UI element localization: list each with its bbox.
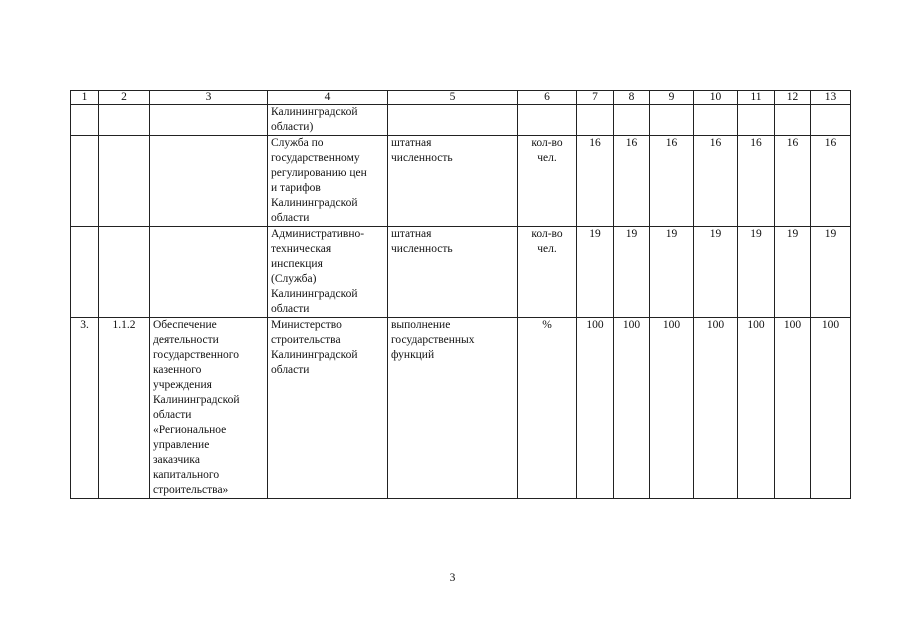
- table-cell-col-1: [71, 136, 99, 227]
- table-cell-col-8: 16: [614, 136, 650, 227]
- data-table: [70, 90, 851, 499]
- table-cell-col-2: [99, 227, 150, 318]
- table-cell-col-4: Калининградской области): [268, 105, 388, 136]
- table-cell-col-11: 16: [738, 136, 775, 227]
- table-cell-col-12: 16: [775, 136, 811, 227]
- table-cell-col-8: 100: [614, 318, 650, 499]
- table-cell-col-5: выполнение государственных функций: [388, 318, 518, 499]
- table-cell-col-2: [99, 136, 150, 227]
- column-header-10: 10: [694, 91, 738, 105]
- table-cell-col-6: кол-во чел.: [518, 136, 577, 227]
- header-row: [71, 91, 851, 105]
- table-cell-col-12: 100: [775, 318, 811, 499]
- table-cell-col-3: [150, 227, 268, 318]
- table-cell-col-13: 19: [811, 227, 851, 318]
- column-header-8: 8: [614, 91, 650, 105]
- table-cell-col-13: 16: [811, 136, 851, 227]
- table-body: [71, 105, 851, 499]
- table-cell-col-4: Министерство строительства Калининградской области: [268, 318, 388, 499]
- table-row: [71, 227, 851, 318]
- column-header-9: 9: [650, 91, 694, 105]
- column-header-2: 2: [99, 91, 150, 105]
- column-header-13: 13: [811, 91, 851, 105]
- column-header-5: 5: [388, 91, 518, 105]
- column-header-6: 6: [518, 91, 577, 105]
- column-header-12: 12: [775, 91, 811, 105]
- page-number: 3: [449, 572, 456, 584]
- table-cell-col-11: 19: [738, 227, 775, 318]
- table-cell-col-3: [150, 136, 268, 227]
- table-cell-col-3: Обеспечение деятельности государственного казенного учреждения Калининградской области «Региональное управление заказчика капитального строительства»: [150, 318, 268, 499]
- table-cell-col-5: штатная численность: [388, 227, 518, 318]
- table-cell-col-11: 100: [738, 318, 775, 499]
- table-cell-col-1: [71, 227, 99, 318]
- table-cell-col-9: 100: [650, 318, 694, 499]
- table-cell-col-8: 19: [614, 227, 650, 318]
- table-cell-col-12: [775, 105, 811, 136]
- table-cell-col-11: [738, 105, 775, 136]
- column-header-11: 11: [738, 91, 775, 105]
- table-cell-col-10: 16: [694, 136, 738, 227]
- column-header-4: 4: [268, 91, 388, 105]
- table-row: [71, 105, 851, 136]
- table-cell-col-10: [694, 105, 738, 136]
- table-cell-col-12: 19: [775, 227, 811, 318]
- table-cell-col-7: [577, 105, 614, 136]
- table-cell-col-6: [518, 105, 577, 136]
- table-cell-col-4: Административно- техническая инспекция (Служба) Калининградской области: [268, 227, 388, 318]
- table-cell-col-1: [71, 105, 99, 136]
- table-cell-col-7: 100: [577, 318, 614, 499]
- table-cell-col-7: 16: [577, 136, 614, 227]
- table-cell-col-5: штатная численность: [388, 136, 518, 227]
- table-cell-col-13: [811, 105, 851, 136]
- table-cell-col-6: кол-во чел.: [518, 227, 577, 318]
- table-cell-col-10: 100: [694, 318, 738, 499]
- column-header-3: 3: [150, 91, 268, 105]
- table-cell-col-7: 19: [577, 227, 614, 318]
- table-row: [71, 318, 851, 499]
- table-cell-col-3: [150, 105, 268, 136]
- table-row: [71, 136, 851, 227]
- table-cell-col-13: 100: [811, 318, 851, 499]
- table-header: [71, 91, 851, 105]
- column-header-1: 1: [71, 91, 99, 105]
- table-cell-col-8: [614, 105, 650, 136]
- table-cell-col-2: 1.1.2: [99, 318, 150, 499]
- table-cell-col-1: 3.: [71, 318, 99, 499]
- table-cell-col-9: 16: [650, 136, 694, 227]
- table-cell-col-10: 19: [694, 227, 738, 318]
- column-header-7: 7: [577, 91, 614, 105]
- table-cell-col-2: [99, 105, 150, 136]
- table-cell-col-9: 19: [650, 227, 694, 318]
- table-cell-col-6: %: [518, 318, 577, 499]
- table-cell-col-9: [650, 105, 694, 136]
- table-cell-col-5: [388, 105, 518, 136]
- table-cell-col-4: Служба по государственному регулированию цен и тарифов Калининградской области: [268, 136, 388, 227]
